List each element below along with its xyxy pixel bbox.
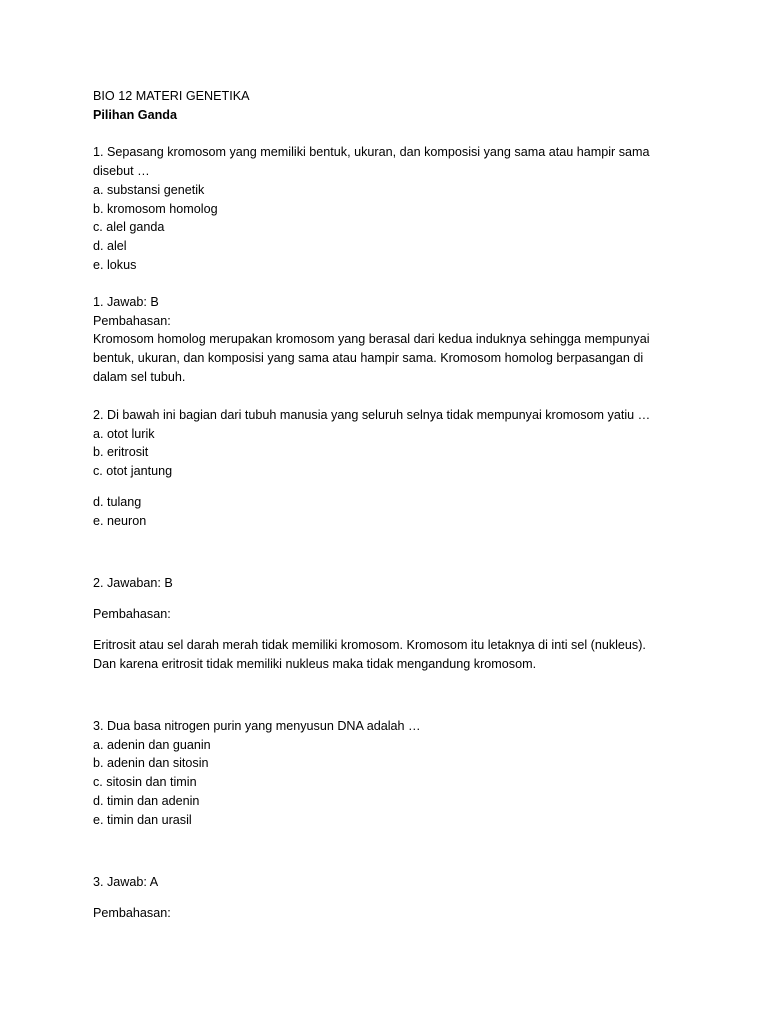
question-3-option-d: d. timin dan adenin: [93, 794, 200, 808]
question-3-text: 3. Dua basa nitrogen purin yang menyusun DNA adalah …: [93, 719, 421, 733]
section-heading: Pilihan Ganda: [93, 108, 177, 122]
question-2-option-c: c. otot jantung: [93, 464, 173, 478]
question-1-option-b: b. kromosom homolog: [93, 202, 218, 216]
explanation-1-label: Pembahasan:: [93, 314, 171, 328]
explanation-3-label: Pembahasan:: [93, 906, 171, 920]
explanation-1-line: Kromosom homolog merupakan kromosom yang berasal dari kedua induknya sehingga mempunyai: [93, 332, 650, 346]
question-2-option-e: e. neuron: [93, 514, 147, 528]
explanation-1-line: dalam sel tubuh.: [93, 370, 186, 384]
question-2-option-a: a. otot lurik: [93, 427, 155, 441]
question-3-option-a: a. adenin dan guanin: [93, 738, 211, 752]
answer-1: 1. Jawab: B: [93, 295, 159, 309]
explanation-2-line: Eritrosit atau sel darah merah tidak memiliki kromosom. Kromosom itu letaknya di inti sel (nukleus).: [93, 638, 646, 652]
question-1-option-a: a. substansi genetik: [93, 183, 205, 197]
question-1-text: 1. Sepasang kromosom yang memiliki bentuk, ukuran, dan komposisi yang sama atau hampir sama: [93, 145, 650, 159]
explanation-2-label: Pembahasan:: [93, 607, 171, 621]
answer-2: 2. Jawaban: B: [93, 576, 173, 590]
document-title: BIO 12 MATERI GENETIKA: [93, 89, 250, 103]
explanation-2-line: Dan karena eritrosit tidak memiliki nukleus maka tidak mengandung kromosom.: [93, 657, 537, 671]
answer-3: 3. Jawab: A: [93, 875, 159, 889]
question-3-option-b: b. adenin dan sitosin: [93, 756, 209, 770]
question-1-option-d: d. alel: [93, 239, 127, 253]
question-2-option-b: b. eritrosit: [93, 445, 149, 459]
question-2-text: 2. Di bawah ini bagian dari tubuh manusia yang seluruh selnya tidak mempunyai kromosom yatiu …: [93, 408, 651, 422]
question-1-text-continued: disebut …: [93, 164, 150, 178]
explanation-1-line: bentuk, ukuran, dan komposisi yang sama atau hampir sama. Kromosom homolog berpasangan di: [93, 351, 644, 365]
question-2-option-d: d. tulang: [93, 495, 142, 509]
question-3-option-c: c. sitosin dan timin: [93, 775, 197, 789]
question-1-option-e: e. lokus: [93, 258, 137, 272]
question-1-option-c: c. alel ganda: [93, 220, 165, 234]
question-3-option-e: e. timin dan urasil: [93, 813, 192, 827]
